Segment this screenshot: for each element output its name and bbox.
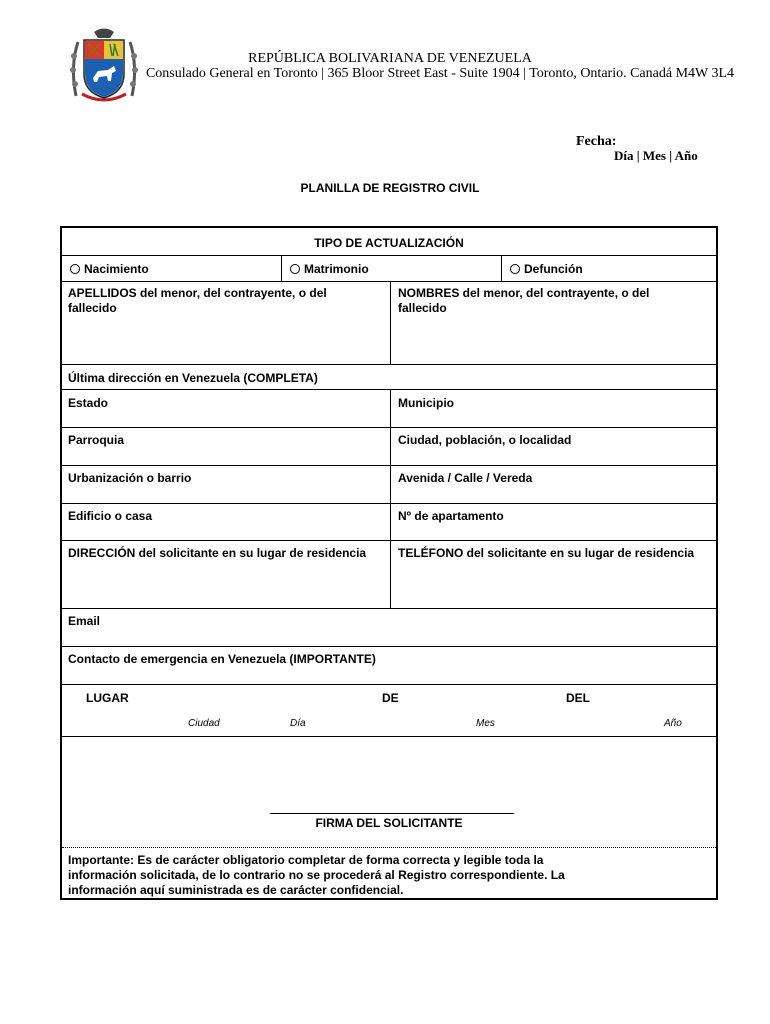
date-label: Fecha: (576, 134, 617, 149)
date-format: Día | Mes | Año (614, 148, 698, 163)
consulate-address: Consulado General en Toronto | 365 Bloor Street East - Suite 1904 | Toronto, Ontario. Canadá M4W 3L4 (145, 66, 735, 81)
mes-hint: Mes (476, 718, 495, 729)
ciudad-field[interactable]: Ciudad, población, o localidad (398, 433, 572, 447)
municipio-field[interactable]: Municipio (398, 396, 454, 410)
option-defuncion[interactable]: Defunción (510, 262, 583, 277)
republic-name: REPÚBLICA BOLIVARIANA DE VENEZUELA (248, 51, 532, 66)
radio-matrimonio[interactable] (290, 264, 300, 274)
radio-nacimiento[interactable] (70, 264, 80, 274)
option-nacimiento[interactable]: Nacimiento (70, 262, 149, 277)
telefono-solicitante-field[interactable]: TELÉFONO del solicitante en su lugar de residencia (398, 546, 695, 560)
radio-defuncion[interactable] (510, 264, 520, 274)
importante-notice: Importante: Es de carácter obligatorio completar de forma correcta y legible toda la información solicitada, de lo contrario no se procederá al Registro correspondiente. La información aquí suministrada es de carácter confidencial. (68, 853, 565, 897)
avenida-field[interactable]: Avenida / Calle / Vereda (398, 471, 533, 485)
edificio-field[interactable]: Edificio o casa (68, 509, 153, 523)
lugar-label: LUGAR (86, 691, 129, 705)
direccion-solicitante-field[interactable]: DIRECCIÓN del solicitante en su lugar de residencia (68, 546, 367, 560)
del-label: DEL (566, 691, 590, 705)
tipo-heading: TIPO DE ACTUALIZACIÓN (314, 236, 464, 250)
estado-field[interactable]: Estado (68, 396, 109, 410)
apellidos-field[interactable]: APELLIDOS del menor, del contrayente, o del fallecido (68, 286, 327, 315)
urbanizacion-field[interactable]: Urbanización o barrio (68, 471, 192, 485)
apartamento-field[interactable]: Nº de apartamento (398, 509, 504, 523)
ultima-direccion-heading: Última dirección en Venezuela (COMPLETA) (68, 371, 318, 385)
coat-of-arms-emblem (68, 26, 140, 108)
email-field[interactable]: Email (68, 614, 101, 628)
ciudad-hint: Ciudad (188, 718, 220, 729)
parroquia-field[interactable]: Parroquia (68, 433, 125, 447)
registration-form (60, 226, 718, 900)
contacto-emergencia-field[interactable]: Contacto de emergencia en Venezuela (IMPORTANTE) (68, 652, 376, 666)
signature-line[interactable] (270, 813, 514, 814)
de-label: DE (382, 691, 399, 705)
firma-label: FIRMA DEL SOLICITANTE (315, 816, 463, 830)
option-matrimonio[interactable]: Matrimonio (290, 262, 369, 277)
dia-hint: Día (290, 718, 306, 729)
form-title: PLANILLA DE REGISTRO CIVIL (300, 181, 480, 195)
nombres-field[interactable]: NOMBRES del menor, del contrayente, o del fallecido (398, 286, 650, 315)
anio-hint: Año (664, 718, 682, 729)
